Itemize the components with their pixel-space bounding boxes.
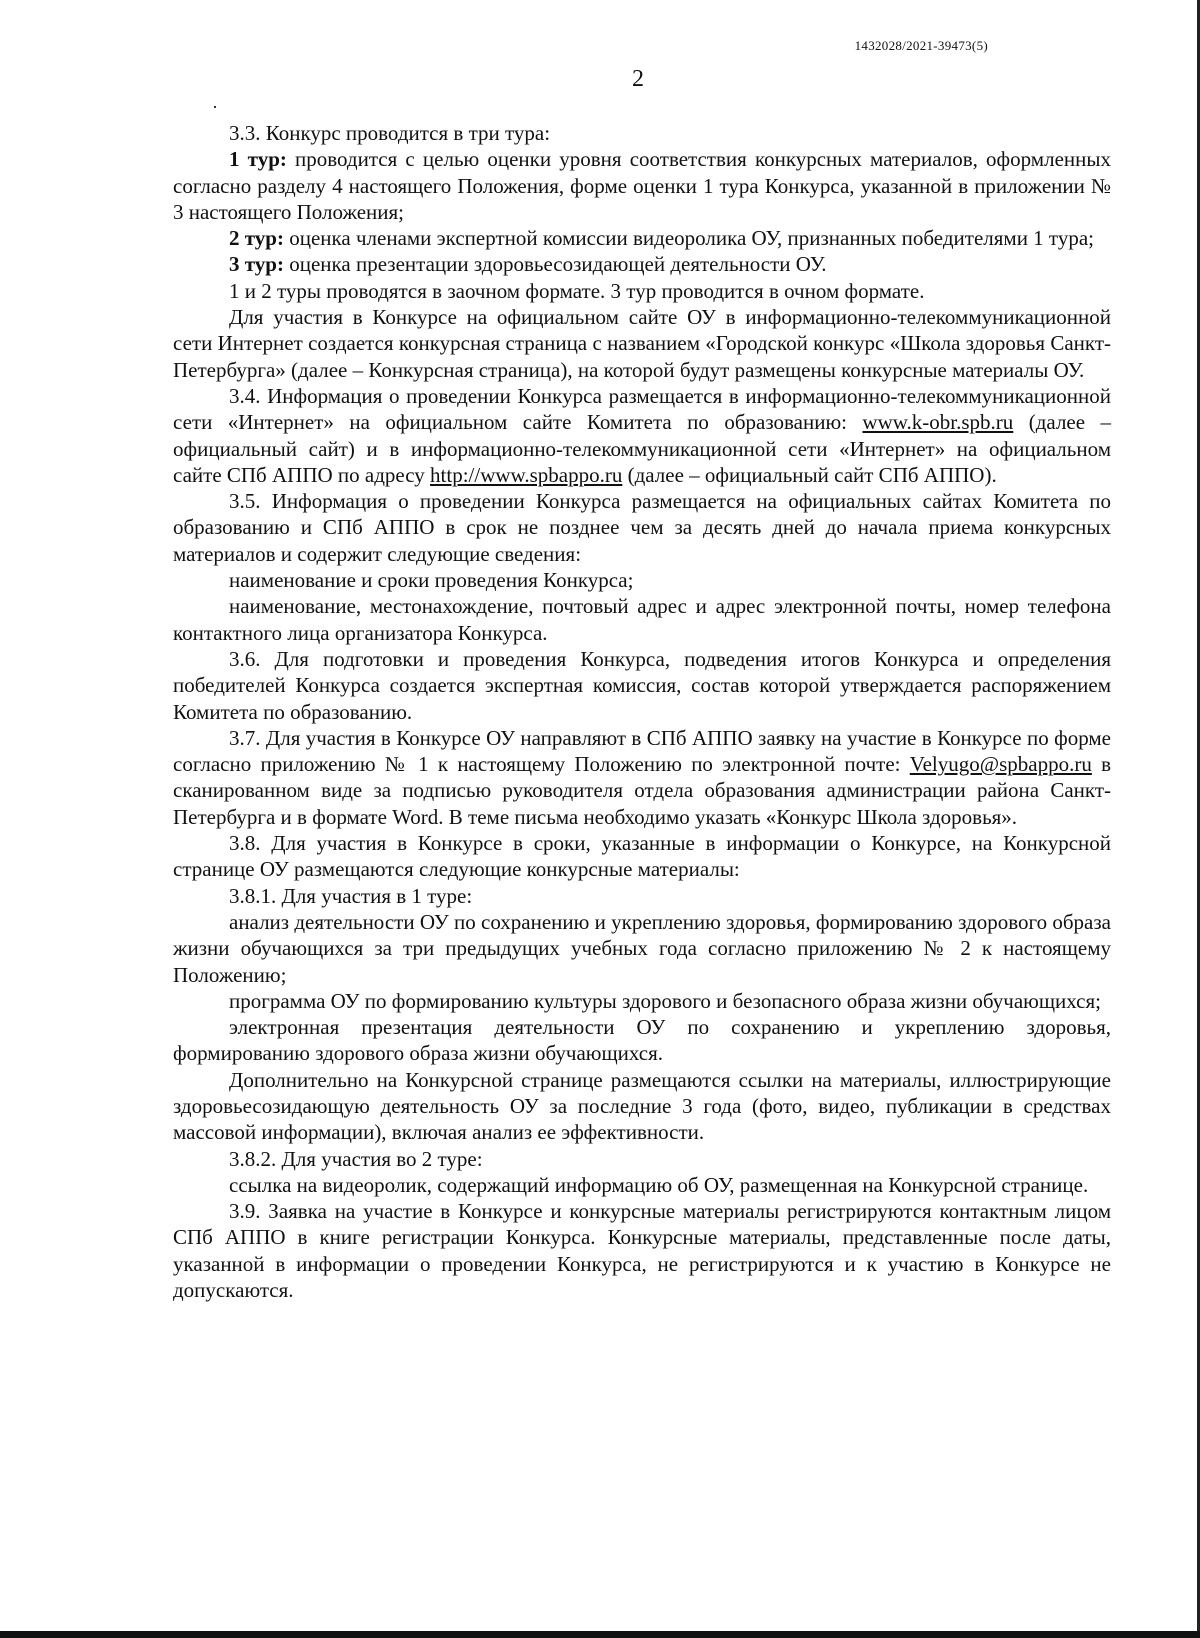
paragraph-3-8-2 (173, 1146, 1111, 1172)
paragraph-text: 1 и 2 туры проводятся в заочном формате. 3 тур проводится в очном формате. (229, 278, 925, 303)
scan-edge-bottom (0, 1631, 1200, 1638)
paragraph-material-analysis (173, 909, 1111, 988)
link-k-obr[interactable]: www.k-obr.spb.ru (862, 410, 1014, 435)
paragraph-text: 3.9. Заявка на участие в Конкурсе и конкурсные материалы регистрируются контактным лицом СПб АППО в книге регистрации Конкурса. Конкурсные материалы, представленные после даты, указанной в информации о проведении Конкурса, не регистрируются и к участию в Конкурсе не допускаются. (173, 1199, 1111, 1303)
paragraph-text: 3.7. Для участия в Конкурсе ОУ направляют в СПб АППО заявку на участие в Конкурсе по форме согласно приложению № 1 к настоящему Положению по электронной почте: (173, 725, 1111, 777)
paragraph-video-link (173, 1172, 1111, 1198)
paragraph-text: наименование и сроки проведения Конкурса; (229, 568, 634, 593)
paragraph-text: 3.6. Для подготовки и проведения Конкурса, подведения итогов Конкурса и определения победителей Конкурса создается экспертная комиссия, состав которой утверждается распоряжением Комитета по образованию. (173, 646, 1111, 724)
paragraph-3-3 (173, 120, 1111, 146)
tour-2-label: 2 тур: (229, 226, 284, 251)
document-body (173, 120, 1111, 1303)
paragraph-tour-format (173, 278, 1111, 304)
paragraph-tour-3 (173, 251, 1111, 277)
paragraph-3-9 (173, 1198, 1111, 1303)
paragraph-text: оценка презентации здоровьесозидающей деятельности ОУ. (283, 252, 827, 277)
paragraph-3-8-1 (173, 883, 1111, 909)
paragraph-3-5 (173, 488, 1111, 567)
paragraph-text: 3.8. Для участия в Конкурсе в сроки, указанные в информации о Конкурсе, на Конкурсной странице ОУ размещаются следующие конкурсные материалы: (173, 831, 1111, 882)
paragraph-text: ссылка на видеоролик, содержащий информацию об ОУ, размещенная на Конкурсной странице. (229, 1172, 1089, 1197)
paragraph-text: (далее – официальный сайт СПб АППО). (622, 462, 997, 487)
paragraph-text: 3.5. Информация о проведении Конкурса размещается на официальных сайтах Комитета по образованию и СПб АППО в срок не позднее чем за десять дней до начала приема конкурсных материалов и содержит следующие сведения: (173, 489, 1111, 566)
paragraph-3-4 (173, 383, 1111, 488)
paragraph-3-6 (173, 646, 1111, 725)
paragraph-text: 3.8.1. Для участия в 1 туре: (229, 883, 473, 908)
paragraph-text: программа ОУ по формированию культуры здорового и безопасного образа жизни обучающихся; (229, 988, 1101, 1013)
paragraph-info-item-2 (173, 593, 1111, 646)
paragraph-text: оценка членами экспертной комиссии видеоролика ОУ, признанных победителями 1 тура; (283, 226, 1094, 251)
page-number: 2 (632, 66, 644, 92)
paragraph-text: анализ деятельности ОУ по сохранению и укреплению здоровья, формированию здорового образа жизни обучающихся за три предыдущих учебных года согласно приложению № 2 к настоящему Положению; (173, 909, 1111, 987)
paragraph-text: электронная презентация деятельности ОУ по сохранению и укреплению здоровья, формированию здорового образа жизни обучающихся. (173, 1015, 1111, 1066)
paragraph-text: Дополнительно на Конкурсной странице размещаются ссылки на материалы, иллюстрирующие здоровьесозидающую деятельность ОУ за последние 3 года (фото, видео, публикации в средствах массовой информации), включая анализ ее эффективности. (173, 1067, 1111, 1145)
paragraph-tour-2 (173, 225, 1111, 251)
paragraph-info-item-1 (173, 567, 1111, 593)
paragraph-contest-page (173, 304, 1111, 383)
tour-1-label: 1 тур: (229, 147, 287, 172)
tour-3-label: 3 тур: (229, 252, 284, 277)
paragraph-text: наименование, местонахождение, почтовый адрес и адрес электронной почты, номер телефона контактного лица организатора Конкурса. (173, 594, 1111, 645)
paragraph-tour-1 (173, 146, 1111, 225)
paragraph-text: Для участия в Конкурсе на официальном сайте ОУ в информационно-телекоммуникационной сети Интернет создается конкурсная страница с названием «Городской конкурс «Школа здоровья Санкт-Петербурга» (далее – Конкурсная страница), на которой будут размещены конкурсные материалы ОУ. (173, 305, 1111, 382)
paragraph-text: проводится с целью оценки уровня соответствия конкурсных материалов, оформленных согласно разделу 4 настоящего Положения, форме оценки 1 тура Конкурса, указанной в приложении № 3 настоящего Положения; (173, 147, 1111, 224)
link-spbappo[interactable]: http://www.spbappo.ru (430, 462, 623, 487)
paragraph-material-presentation (173, 1014, 1111, 1067)
paragraph-text: 3.3. Конкурс проводится в три тура: (229, 121, 551, 145)
scan-speck (214, 106, 216, 108)
paragraph-text: 3.8.2. Для участия во 2 туре: (229, 1146, 483, 1171)
link-email[interactable]: Velyugo@spbappo.ru (909, 752, 1092, 777)
paragraph-text: (далее – официальный сайт) и в информационно-телекоммуникационной сети «Интернет» на официальном сайте СПб АППО по адресу (173, 410, 1112, 487)
paragraph-text: 3.4. Информация о проведении Конкурса размещается в информационно-телекоммуникационной сети «Интернет» на официальном сайте Комитета по образованию: (173, 383, 1111, 435)
paragraph-text: в сканированном виде за подписью руководителя отдела образования администрации района Санкт-Петербурга и в формате Word. В теме письма необходимо указать «Конкурс Школа здоровья». (173, 752, 1111, 829)
paragraph-additional-links (173, 1067, 1111, 1146)
paragraph-material-program (173, 988, 1111, 1014)
document-number: 1432028/2021-39473(5) (854, 38, 988, 53)
paragraph-3-7 (173, 725, 1111, 830)
paragraph-3-8 (173, 830, 1111, 883)
